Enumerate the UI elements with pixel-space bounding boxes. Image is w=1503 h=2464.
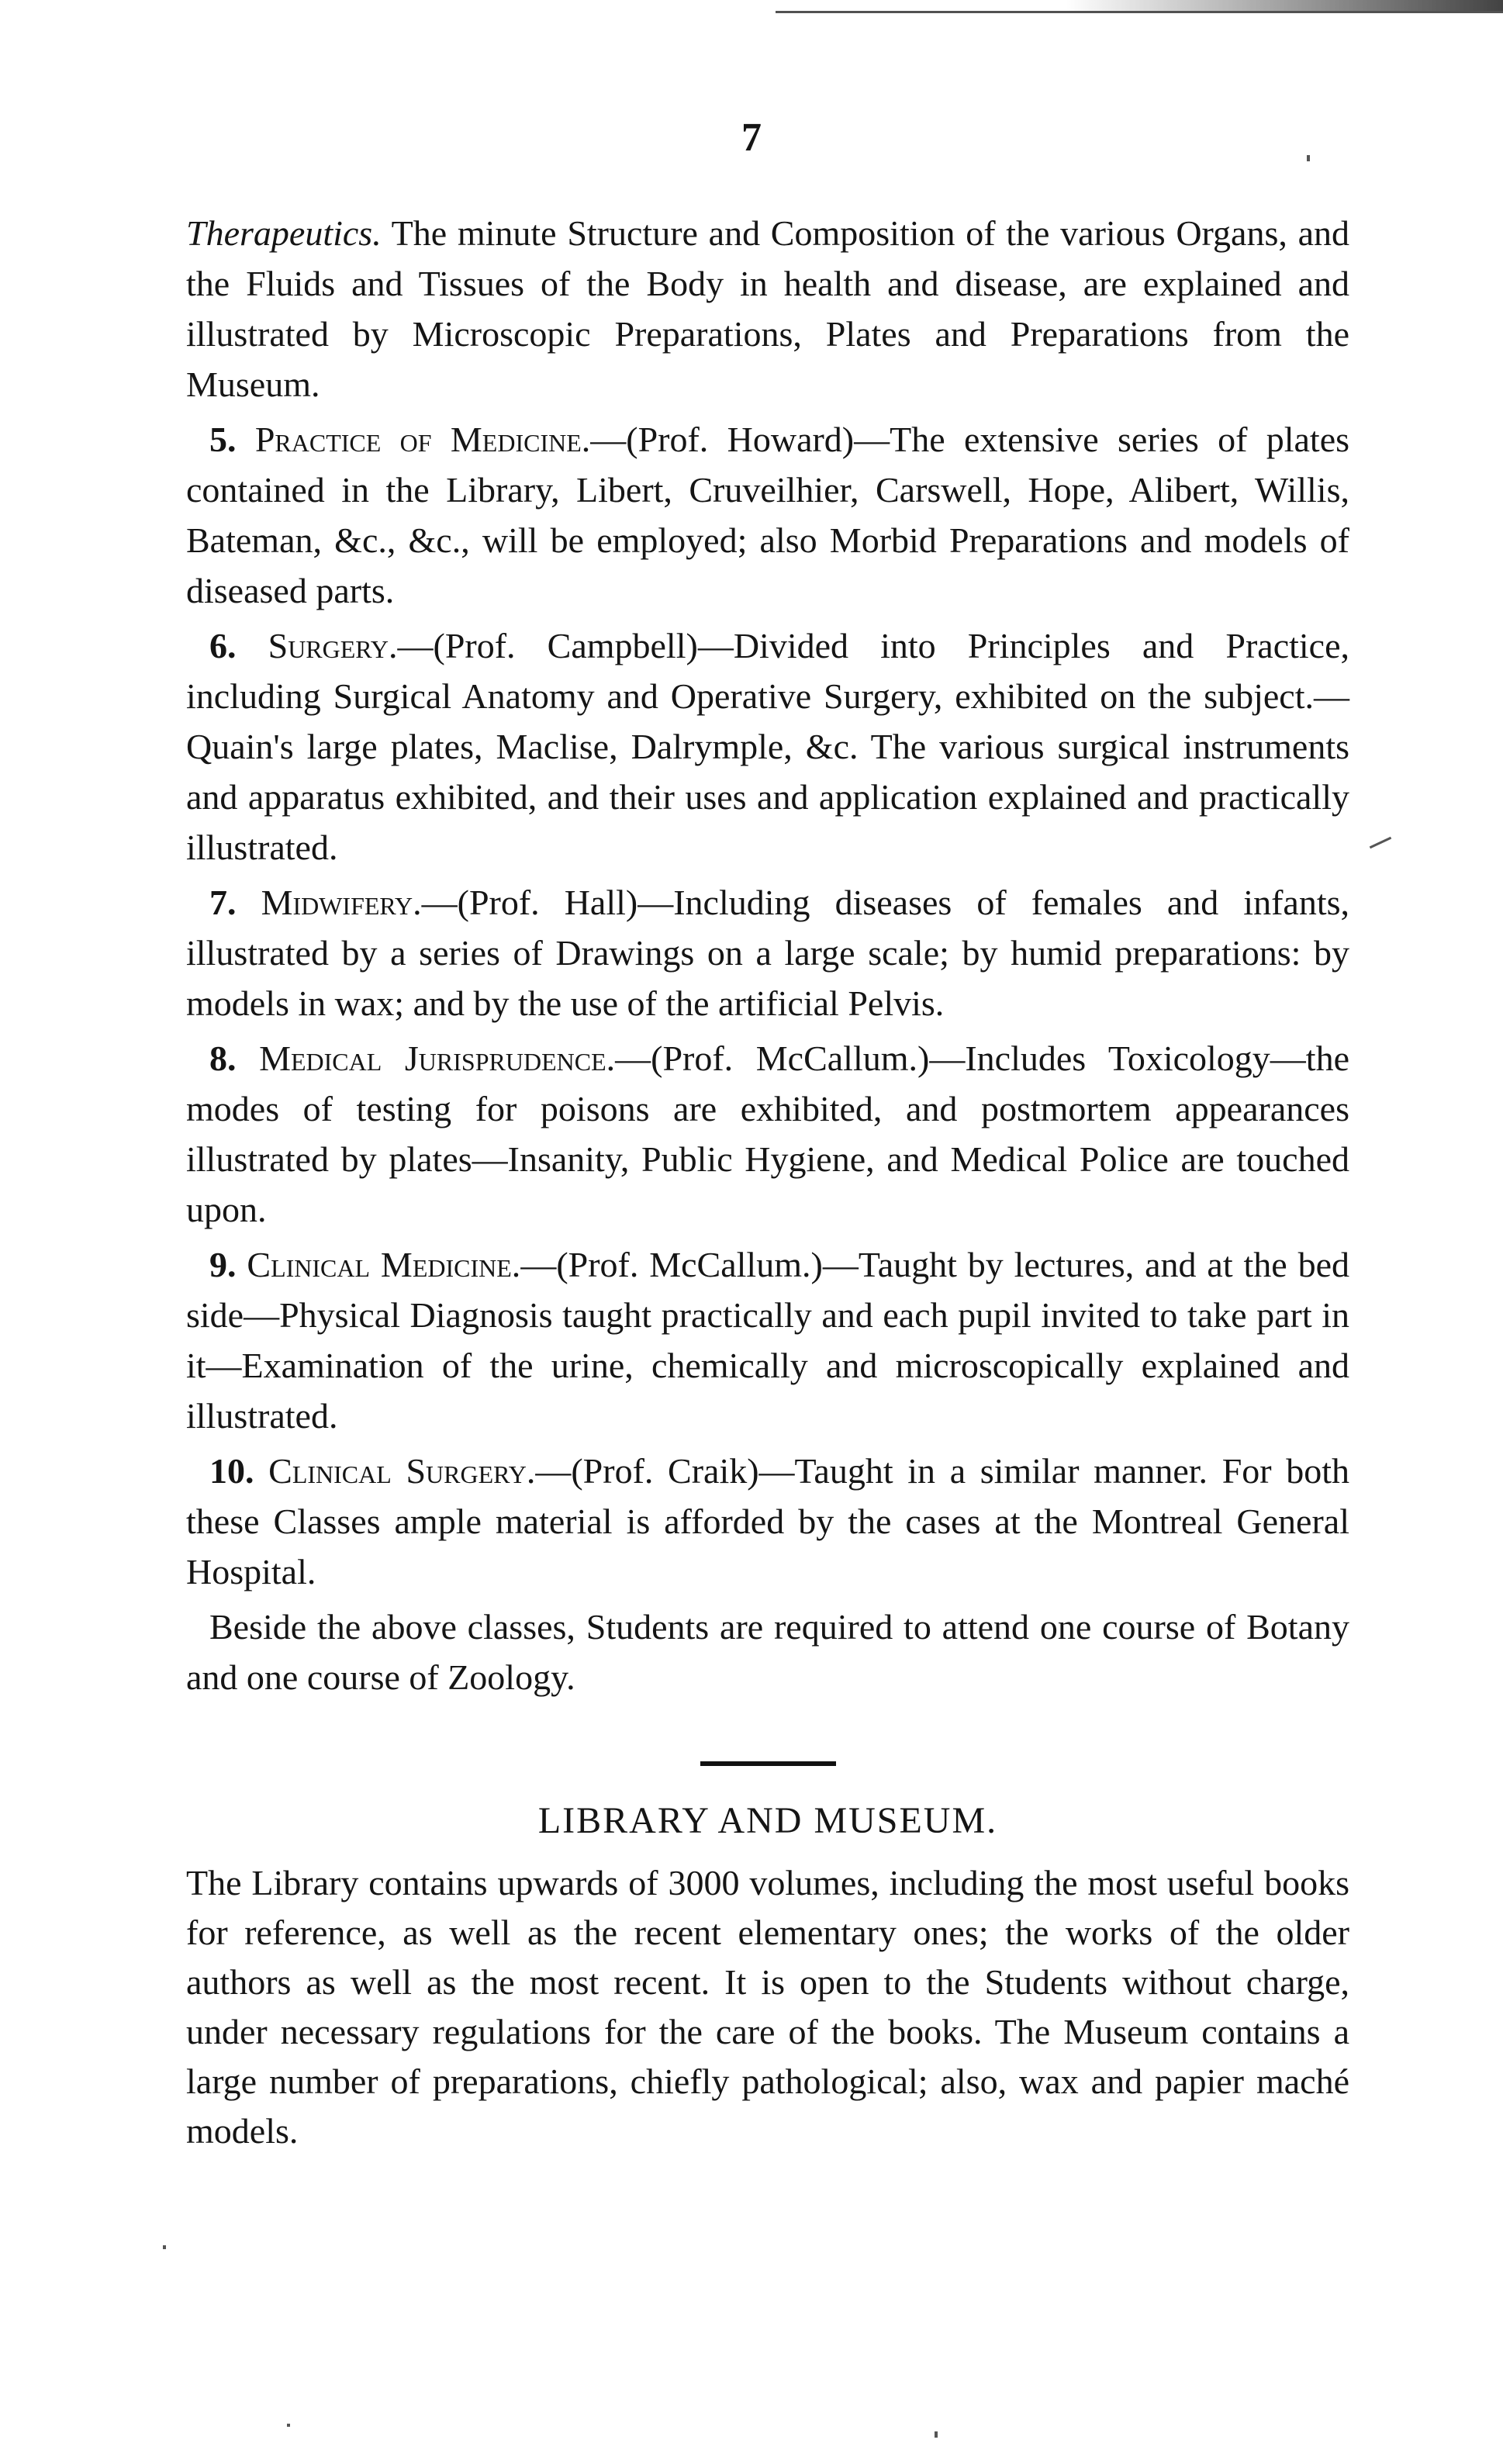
- item-heading: Medical Jurisprudence.: [259, 1038, 616, 1078]
- item-heading: Midwifery.: [261, 883, 422, 922]
- paragraph-text: The minute Structure and Composition of the various Organs, and the Fluids and Tissues of the Body in health and disease, are explained and illustrated by Microscopic Preparations, Plates and Preparations from the Museum.: [186, 213, 1349, 404]
- section-heading-library-museum: LIBRARY AND MUSEUM.: [537, 1800, 998, 1841]
- paragraph-text: —(Prof. McCallum.)—Taught by lectures, and at the bed side—Physical Diagnosis taught practically and each pupil invited to take part in it—Examination of the urine, chemically and microscopically explained and illustrated.: [186, 1245, 1349, 1436]
- item-number: 7.: [209, 883, 237, 922]
- scan-speck: [1370, 837, 1391, 848]
- paragraph-text: —(Prof. Hall)—Including diseases of females and infants, illustrated by a series of Drawings on a large scale; by humid preparations: by models in wax; and by the use of the artificial Pelvis.: [186, 883, 1349, 1023]
- document-page: [186, 208, 1349, 2156]
- scan-speck: [935, 2431, 938, 2438]
- paragraph-medical-jurisprudence: [186, 1033, 1349, 1235]
- scan-speck: [1307, 155, 1310, 161]
- paragraph-additional-courses: Beside the above classes, Students are required to attend one course of Botany and one course of Zoology.: [186, 1607, 1349, 1697]
- paragraph-text: —(Prof. McCallum.)—Includes Toxicology—the modes of testing for poisons are exhibited, and postmortem appearances illustrated by plates—Insanity, Public Hygiene, and Medical Police are touched upon.: [186, 1038, 1349, 1229]
- item-number: 5.: [209, 420, 237, 459]
- paragraph-text: —(Prof. Campbell)—Divided into Principles and Practice, including Surgical Anatomy and Operative Surgery, exhibited on the subject.—Quain's large plates, Maclise, Dalrymple, &c. The various surgical instruments and apparatus exhibited, and their uses and application explained and practically illustrated.: [186, 626, 1350, 867]
- paragraph-midwifery: [186, 877, 1349, 1028]
- item-heading: Surgery.: [268, 626, 398, 665]
- item-heading: Practice of Medicine.: [254, 420, 591, 459]
- paragraph-lead: Therapeutics.: [186, 213, 382, 253]
- item-number: 6.: [209, 626, 237, 665]
- scan-edge-rule: [776, 0, 1503, 13]
- item-number: 9.: [209, 1245, 237, 1284]
- paragraph-text: —(Prof. Craik)—Taught in a similar manner. For both these Classes ample material is afforded by the cases at the Montreal General Hospital.: [186, 1451, 1350, 1591]
- paragraph-clinical-surgery: [186, 1446, 1349, 1597]
- item-number: 8.: [209, 1038, 237, 1078]
- paragraph-text: —(Prof. Howard)—The extensive series of plates contained in the Library, Libert, Cruveilhier, Carswell, Hope, Alibert, Willis, Bateman, &c., &c., will be employed; also Morbid Preparations and models of diseased parts.: [186, 420, 1350, 610]
- item-heading: Clinical Surgery.: [268, 1451, 536, 1491]
- item-number: 10.: [209, 1451, 254, 1491]
- item-heading: Clinical Medicine.: [247, 1245, 521, 1284]
- paragraph-practice-of-medicine: [186, 414, 1349, 616]
- page-number: 7: [741, 116, 762, 160]
- paragraph-library-museum: The Library contains upwards of 3000 volumes, including the most useful books for reference, as well as the recent elementary ones; the works of the older authors as well as the most recent. It is open to the Students without charge, under necessary regulations for the care of the books. The Museum contains a large number of preparations, chiefly pathological; also, wax and papier maché models.: [186, 1863, 1349, 2151]
- paragraph-clinical-medicine: [186, 1239, 1349, 1441]
- paragraph-surgery: [186, 620, 1349, 873]
- scan-speck: [287, 2424, 290, 2427]
- scan-speck: [163, 2245, 166, 2249]
- section-divider: [700, 1761, 836, 1766]
- paragraph-therapeutics: [186, 208, 1349, 410]
